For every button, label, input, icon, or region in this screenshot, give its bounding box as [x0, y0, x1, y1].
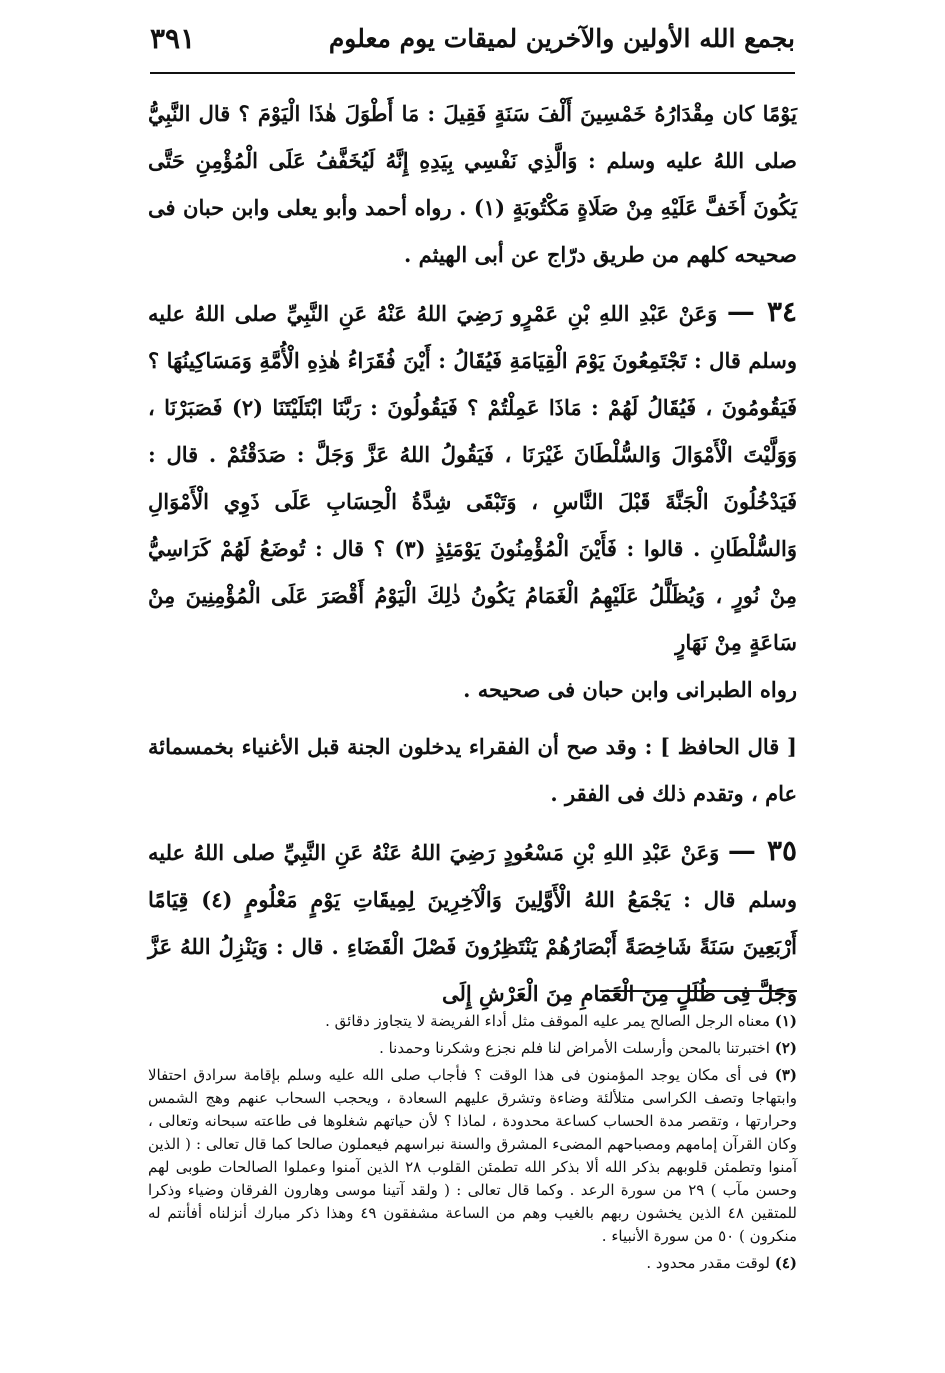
footnote-text: اختبرتنا بالمحن وأرسلت الأمراض لنا فلم نجزع وشكرنا وحمدنا .: [379, 1039, 770, 1057]
footnote: [148, 1064, 797, 1248]
hadith-number: ٣٤ —: [726, 295, 798, 328]
footnote-text: لوقت مقدر محدود .: [646, 1254, 770, 1272]
footnote-mark: (٢): [774, 1039, 797, 1057]
footnote-mark: (١): [774, 1012, 797, 1030]
paragraph-continuation: يَوْمًا كان مِقْدَارُهُ خَمْسِينَ أَلْفَ سَنَةٍ فَقِيلَ : مَا أَطْوَلَ هٰذَا الْيَوْمَ ؟ قال النَّبِيُّ صلى اللهُ عليه وسلم : وَالَّذِي نَفْسِي بِيَدِهِ إِنَّهُ لَيُخَفَّفُ عَلَى الْمُؤْمِنِ حَتَّى يَكُونَ أَخَفَّ عَلَيْهِ مِنْ صَلَاةٍ مَكْتُوبَةٍ (١) . رواه أحمد وأبو يعلى وابن حبان فى صحيحه كلهم من طريق درّاج عن أبى الهيثم .: [148, 101, 797, 267]
footnote: [148, 1037, 797, 1060]
footnote: [148, 1252, 797, 1275]
footnote-divider: [600, 990, 797, 992]
footnote: [148, 1010, 797, 1033]
footnote-mark: (٣): [774, 1066, 797, 1084]
main-text: [148, 90, 797, 1017]
header-divider: [150, 72, 795, 74]
hadith-34: [148, 288, 797, 666]
footnote-text: فى أى مكان يوجد المؤمنون فى هذا الوقت ؟ فأجاب صلى الله عليه وسلم بإقامة سرادق احتفالا وابتهاجا وتصف الكراسى متلألئة وضاءة وتشرق عليهم السعادة ، ويحجب السحاب عنهم وهج الشمس وحرارتها ، وتقصر مدة الحساب كساعة محدودة ، لماذا ؟ لأن حياتهم شغلوها فى طاعته سبحانه وتعالى ، وكان القرآن إمامهم ومصباحهم المضىء المشرق والسنة نبراسهم فيعملون صالحا كما قال تعالى : ( الذين آمنوا وتطمئن قلوبهم بذكر الله ألا بذكر الله تطمئن القلوب ٢٨ الذين آمنوا وعملوا الصالحات طوبى لهم وحسن مآب ) ٢٩ من سورة الرعد . وكما قال تعالى : ( ولقد آتينا موسى وهارون الفرقان وضياء وذكرا للمتقين ٤٨ الذين يخشون ربهم بالغيب وهم من الساعة مشفقون ٤٩ وهذا ذكر مبارك أنزلناه أفأنتم له منكرون ) ٥٠ من سورة الأنبياء .: [148, 1066, 797, 1245]
hadith-35: [148, 827, 797, 1017]
running-header: [150, 14, 795, 62]
hadith-text: وَعَنْ عَبْدِ اللهِ بْنِ عَمْرٍو رَضِيَ اللهُ عَنْهُ عَنِ النَّبِيِّ صلى اللهُ عليه وسلم قال : تَجْتَمِعُونَ يَوْمَ الْقِيَامَةِ فَيُقَالُ : أَيْنَ فُقَرَاءُ هٰذِهِ الْأُمَّةِ وَمَسَاكِينُهَا ؟ فَيَقُومُونَ ، فَيُقَالُ لَهُمْ : مَاذَا عَمِلْتُمْ ؟ فَيَقُولُونَ : رَبَّنَا ابْتَلَيْتَنَا (٢) فَصَبَرْنَا ، وَوَلَّيْتَ الْأَمْوَالَ وَالسُّلْطَانَ غَيْرَنَا ، فَيَقُولُ اللهُ عَزَّ وَجَلَّ : صَدَقْتُمْ . قال : فَيَدْخُلُونَ الْجَنَّةَ قَبْلَ النَّاسِ ، وَتَبْقَى شِدَّةُ الْحِسَابِ عَلَى ذَوِي الْأَمْوَالِ وَالسُّلْطَانِ . قالوا : فَأَيْنَ الْمُؤْمِنُونَ يَوْمَئِذٍ (٣) ؟ قال : تُوضَعُ لَهُمْ كَرَاسِيُّ مِنْ نُورٍ ، وَيُظَلَّلُ عَلَيْهِمُ الْغَمَامُ يَكُونُ ذٰلِكَ الْيَوْمُ أَقْصَرَ عَلَى الْمُؤْمِنِينَ مِنْ سَاعَةٍ مِنْ نَهَارٍ: [148, 301, 797, 655]
footnote-text: معناه الرجل الصالح يمر عليه الموقف مثل أداء الفريضة لا يتجاوز دقائق .: [325, 1012, 770, 1030]
hadith-text: وَعَنْ عَبْدِ اللهِ بْنِ مَسْعُودٍ رَضِيَ اللهُ عَنْهُ عَنِ النَّبِيِّ صلى اللهُ عليه وسلم قال : يَجْمَعُ اللهُ الْأَوَّلِينَ وَالْآخِرِينَ لِمِيقَاتِ يَوْمٍ مَعْلُومٍ (٤) قِيَامًا أَرْبَعِينَ سَنَةً شَاخِصَةً أَبْصَارُهُمْ يَنْتَظِرُونَ فَصْلَ الْقَضَاءِ . قال : وَيَنْزِلُ اللهُ عَزَّ وَجَلَّ فِى ظُلَلٍ مِنَ الْغَمَامِ مِنَ الْعَرْشِ إِلَى: [148, 840, 798, 1006]
hadith-number: ٣٥ —: [727, 834, 798, 867]
footnotes: [148, 1010, 797, 1279]
page-number: ٣٩١: [150, 21, 196, 55]
running-title: بجمع الله الأولين والآخرين لميقات يوم معلوم: [328, 23, 795, 53]
hafiz-note: [ قال الحافظ ] : وقد صح أن الفقراء يدخلون الجنة قبل الأغنياء بخمسمائة عام ، وتقدم ذلك فى الفقر .: [148, 734, 797, 806]
footnote-mark: (٤): [774, 1254, 797, 1272]
hadith-reference: رواه الطبرانى وابن حبان فى صحيحه .: [463, 677, 797, 702]
